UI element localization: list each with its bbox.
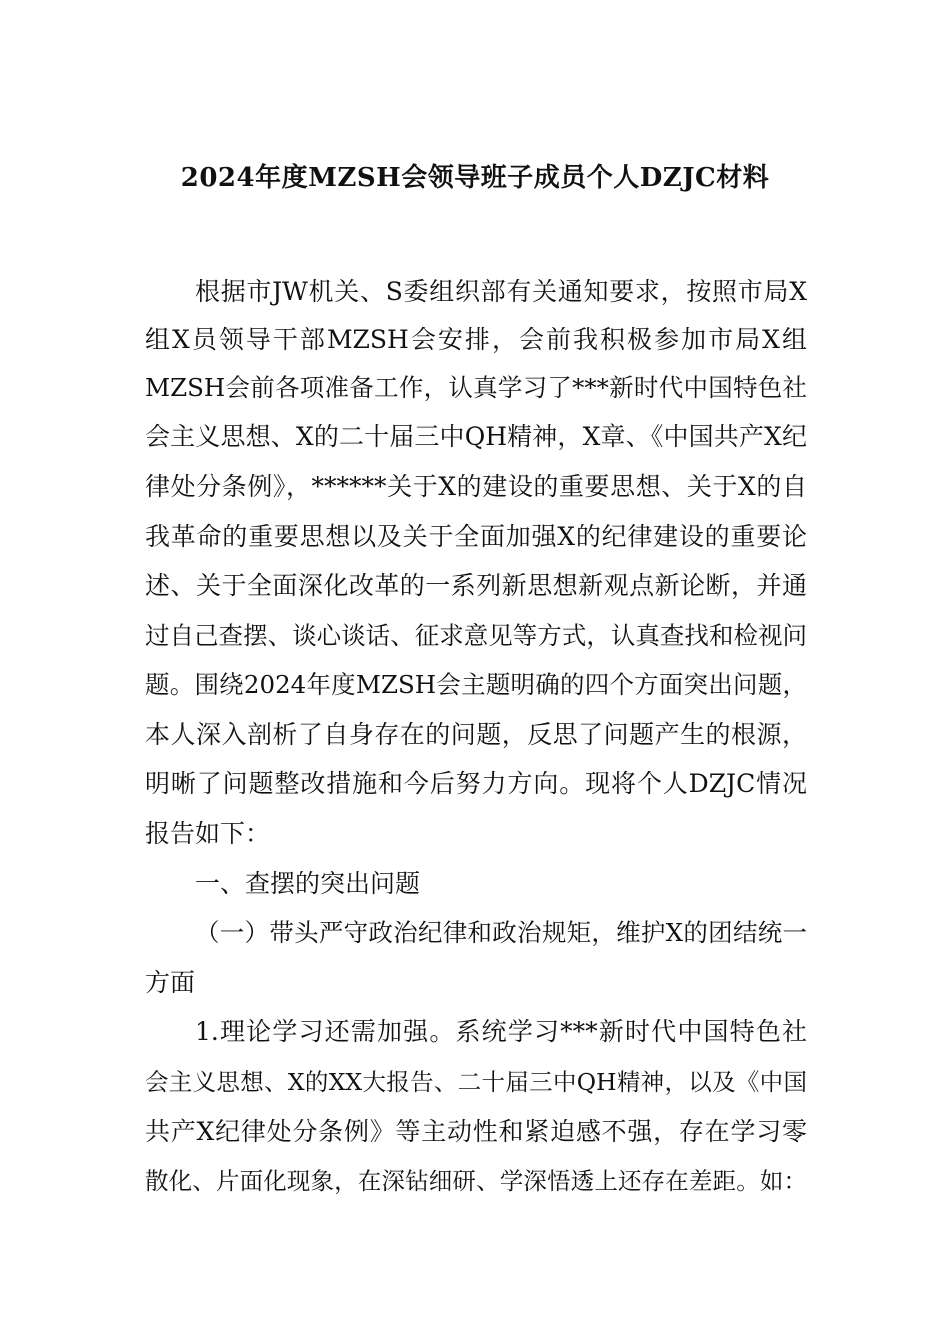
subsection-heading-continued: 方面 <box>145 968 196 997</box>
paragraph-line: 律处分条例》，******关于X的建设的重要思想、关于X的自 <box>145 472 807 501</box>
section-heading: 一、查摆的突出问题 <box>195 869 421 898</box>
paragraph-line: 共产X纪律处分条例》等主动性和紧迫感不强，存在学习零 <box>145 1117 807 1146</box>
paragraph-line: 会主义思想、X的XX大报告、二十届三中QH精神，以及《中国 <box>145 1068 807 1096</box>
paragraph-line: 组X员领导干部MZSH会安排，会前我积极参加市局X组 <box>145 325 807 354</box>
subsection-heading: （一）带头严守政治纪律和政治规矩，维护X的团结统一 <box>195 918 807 947</box>
paragraph-line: 述、关于全面深化改革的一系列新思想新观点新论断，并通 <box>145 571 807 600</box>
paragraph-line: MZSH会前各项准备工作，认真学习了***新时代中国特色社 <box>145 373 807 402</box>
paragraph-line: 1.理论学习还需加强。系统学习***新时代中国特色社 <box>195 1017 807 1046</box>
paragraph-line: 本人深入剖析了自身存在的问题，反思了问题产生的根源， <box>145 720 807 749</box>
paragraph-line: 过自己查摆、谈心谈话、征求意见等方式，认真查找和检视问 <box>145 621 807 650</box>
paragraph-line: 散化、片面化现象，在深钻细研、学深悟透上还存在差距。如： <box>145 1167 807 1195</box>
paragraph-line: 题。围绕2024年度MZSH会主题明确的四个方面突出问题， <box>145 670 807 699</box>
paragraph-line: 明晰了问题整改措施和今后努力方向。现将个人DZJC情况 <box>145 769 807 798</box>
document-title: 2024年度MZSH会领导班子成员个人DZJC材料 <box>180 163 770 193</box>
paragraph-line: 根据市JW机关、S委组织部有关通知要求，按照市局X <box>195 277 807 306</box>
paragraph-line: 我革命的重要思想以及关于全面加强X的纪律建设的重要论 <box>145 522 807 551</box>
paragraph-line: 报告如下： <box>145 819 271 848</box>
paragraph-line: 会主义思想、X的二十届三中QH精神，X章、《中国共产X纪 <box>145 422 807 451</box>
